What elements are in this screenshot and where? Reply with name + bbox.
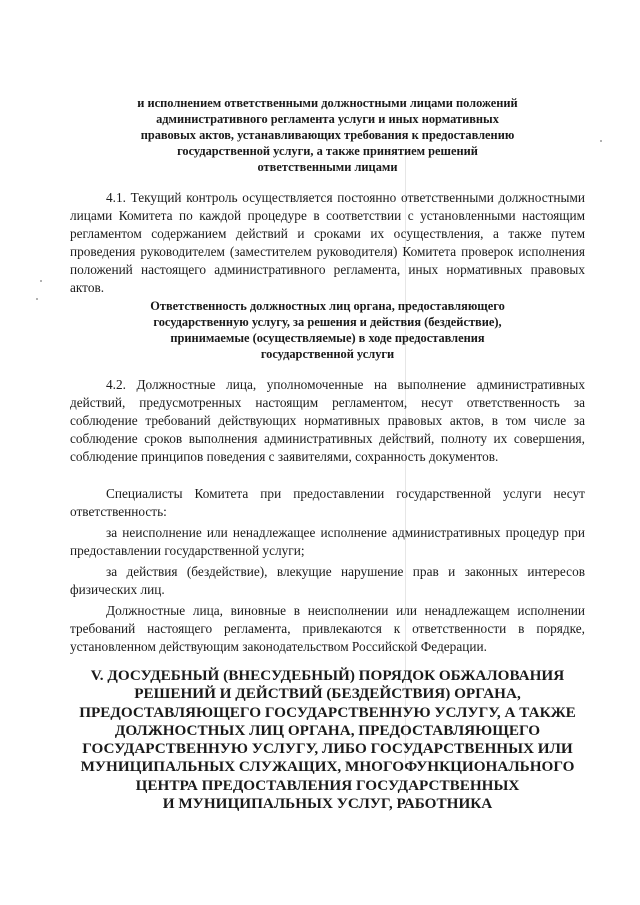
paragraph-specialists: Специалисты Комитета при предоставлении государственной услуги несут ответственность: bbox=[70, 486, 585, 519]
paragraph-4-2: 4.2. Должностные лица, уполномоченные на выполнение административных действий, предусмотренных настоящим регламентом, несут ответственность за соблюдение требований действующих нормативных правовых актов, в том числе за соблюдение сроков выполнения административных действий, полноту их совершения, соблюдение принципов поведения с заявителями, сохранность документов. bbox=[70, 377, 585, 464]
section-title-line: МУНИЦИПАЛЬНЫХ СЛУЖАЩИХ, МНОГОФУНКЦИОНАЛЬНОГО bbox=[80, 758, 575, 776]
scan-speck bbox=[36, 298, 38, 300]
heading-line: государственной услуги bbox=[260, 347, 395, 361]
heading-line: ответственными лицами bbox=[257, 160, 398, 174]
heading-line: и исполнением ответственными должностными лицами положений bbox=[137, 96, 518, 110]
heading-control bbox=[70, 95, 585, 175]
heading-line: правовых актов, устанавливающих требования к предоставлению bbox=[140, 128, 515, 142]
section-title-line: ПРЕДОСТАВЛЯЮЩЕГО ГОСУДАРСТВЕННУЮ УСЛУГУ, А ТАКЖЕ bbox=[79, 703, 576, 721]
section-title-line: РЕШЕНИЙ И ДЕЙСТВИЙ (БЕЗДЕЙСТВИЯ) ОРГАНА, bbox=[134, 685, 521, 703]
section-title-line: ДОЛЖНОСТНЫХ ЛИЦ ОРГАНА, ПРЕДОСТАВЛЯЮЩЕГО bbox=[114, 721, 541, 739]
heading-line: Ответственность должностных лиц органа, предоставляющего bbox=[150, 299, 505, 313]
scan-speck bbox=[40, 280, 42, 282]
paragraph-non-execution: за неисполнение или ненадлежащее исполнение административных процедур при предоставлении государственной услуги; bbox=[70, 525, 585, 558]
section-title-line: V. ДОСУДЕБНЫЙ (ВНЕСУДЕБНЫЙ) ПОРЯДОК ОБЖАЛОВАНИЯ bbox=[90, 667, 565, 684]
heading-line: государственную услугу, за решения и действия (бездействие), bbox=[153, 315, 502, 329]
scan-speck bbox=[600, 140, 602, 142]
paragraph-actions: за действия (бездействие), влекущие нарушение прав и законных интересов физических лиц. bbox=[70, 564, 585, 597]
heading-line: государственной услуги, а также принятием решений bbox=[177, 144, 478, 158]
heading-line: административного регламента услуги и иных нормативных bbox=[156, 112, 499, 126]
section-title-line: И МУНИЦИПАЛЬНЫХ УСЛУГ, РАБОТНИКА bbox=[162, 795, 493, 813]
paragraph-officials: Должностные лица, виновные в неисполнении или ненадлежащем исполнении требований настоящего регламента, привлекаются к ответственности в порядке, установленном действующим законодательством Российской Федерации. bbox=[70, 603, 585, 654]
paragraph-4-1: 4.1. Текущий контроль осуществляется постоянно ответственными должностными лицами Комитета по каждой процедуре в соответствии с установленными настоящим регламентом содержанием действий и сроками их осуществления, а также путем проведения руководителем (заместителем руководителя) Комитета проверок исполнения положений настоящего административного регламента, иных нормативных правовых актов. bbox=[70, 190, 585, 295]
heading-responsibility bbox=[70, 298, 585, 362]
section-title-line: ЦЕНТРА ПРЕДОСТАВЛЕНИЯ ГОСУДАРСТВЕННЫХ bbox=[135, 776, 520, 794]
section-v-title bbox=[70, 667, 585, 813]
section-title-line: ГОСУДАРСТВЕННУЮ УСЛУГУ, ЛИБО ГОСУДАРСТВЕННЫХ ИЛИ bbox=[82, 740, 573, 758]
heading-line: принимаемые (осуществляемые) в ходе предоставления bbox=[170, 331, 485, 345]
